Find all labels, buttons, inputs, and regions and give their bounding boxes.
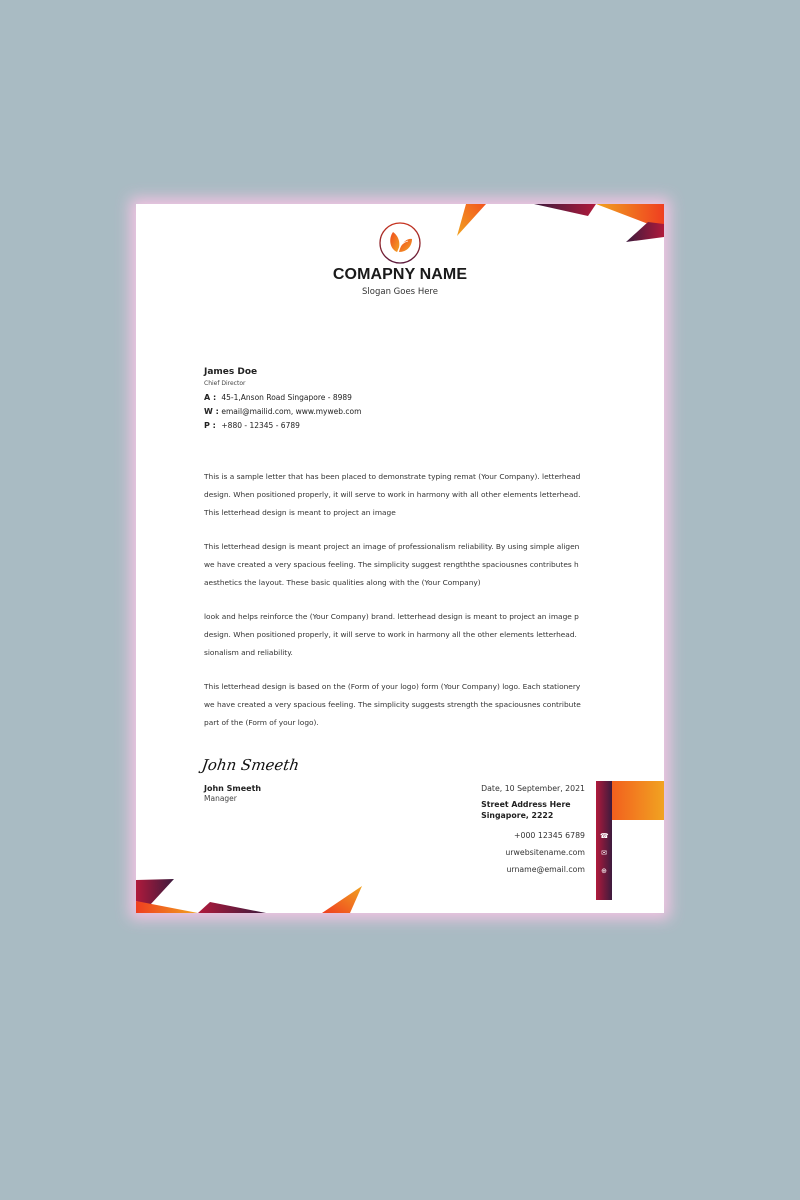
body-line: This is a sample letter that has been placed to demonstrate typing remat (Your Company). letterhead	[204, 472, 581, 481]
sender-web: email@mailid.com, www.myweb.com	[221, 407, 362, 416]
letter-body	[204, 468, 599, 748]
maroon-shard-2	[626, 222, 664, 242]
letter-date: Date, 10 September, 2021	[481, 784, 585, 793]
mail-icon: ✉	[601, 849, 607, 857]
company-logo	[378, 221, 422, 265]
paragraph	[204, 468, 599, 522]
body-line: part of the (Form of your logo).	[204, 718, 319, 727]
maroon-shard-3	[136, 879, 174, 905]
contact-email[interactable]: urname@email.com	[506, 865, 585, 874]
paragraph	[204, 538, 599, 592]
sender-address-row	[204, 391, 361, 405]
phone-icon: ☎	[600, 832, 609, 840]
body-line: design. When positioned properly, it will serve to work in harmony with all other elements letterhead.	[204, 490, 581, 499]
maroon-shard-4	[198, 902, 266, 913]
street-line: Street Address Here	[481, 800, 571, 809]
body-line: aesthetics the layout. These basic qualities along with the (Your Company)	[204, 578, 481, 587]
company-name: COMAPNY NAME	[332, 266, 468, 283]
signatory-role: Manager	[204, 794, 237, 803]
address-key: A :	[204, 393, 217, 402]
contact-website[interactable]: urwebsitename.com	[505, 848, 585, 857]
contact-phone: +000 12345 6789	[513, 831, 585, 840]
company-slogan: Slogan Goes Here	[362, 287, 438, 297]
letterhead-page	[136, 204, 664, 913]
phone-key: P :	[204, 421, 216, 430]
maroon-shard-1	[534, 204, 596, 216]
top-right-decoration	[436, 204, 664, 249]
paragraph	[204, 608, 599, 662]
body-line: design. When positioned properly, it will serve to work in harmony all the other elements letterhead.	[204, 630, 577, 639]
signatory-name: John Smeeth	[204, 784, 262, 793]
sender-phone: +880 - 12345 - 6789	[221, 421, 300, 430]
web-key: W :	[204, 407, 219, 416]
body-line: This letterhead design is meant to project an image	[204, 508, 396, 517]
paragraph	[204, 678, 599, 732]
leaf-icon	[378, 221, 422, 265]
sender-web-row	[204, 405, 361, 419]
orange-accent-block	[612, 781, 664, 820]
city-line: Singapore, 2222	[481, 811, 554, 820]
sender-name: James Doe	[204, 367, 258, 377]
globe-icon: ⊕	[601, 867, 607, 875]
orange-shard-4	[322, 886, 362, 913]
bottom-left-decoration	[136, 864, 366, 913]
sender-title: Chief Director	[204, 380, 246, 387]
contact-icon-bar	[596, 781, 612, 900]
body-line: we have created a very spacious feeling. The simplicity suggests strength the spaciousnes contribute	[204, 700, 581, 709]
body-line: look and helps reinforce the (Your Company) brand. letterhead design is meant to project an image p	[204, 612, 579, 621]
body-line: sionalism and reliability.	[204, 648, 293, 657]
signature-script: John Smeeth	[200, 756, 301, 774]
body-line: This letterhead design is meant project an image of professionalism reliability. By using simple aligen	[204, 542, 580, 551]
body-line: This letterhead design is based on the (Form of your logo) form (Your Company) logo. Each stationery	[204, 682, 581, 691]
body-line: we have created a very spacious feeling. The simplicity suggest rengththe spaciousnes contributes h	[204, 560, 579, 569]
sender-address: 45-1,Anson Road Singapore - 8989	[221, 393, 352, 402]
sender-block	[204, 367, 361, 433]
sender-phone-row	[204, 419, 361, 433]
footer-contact	[481, 784, 585, 878]
street-address	[481, 799, 585, 821]
orange-shard-1	[457, 204, 486, 236]
